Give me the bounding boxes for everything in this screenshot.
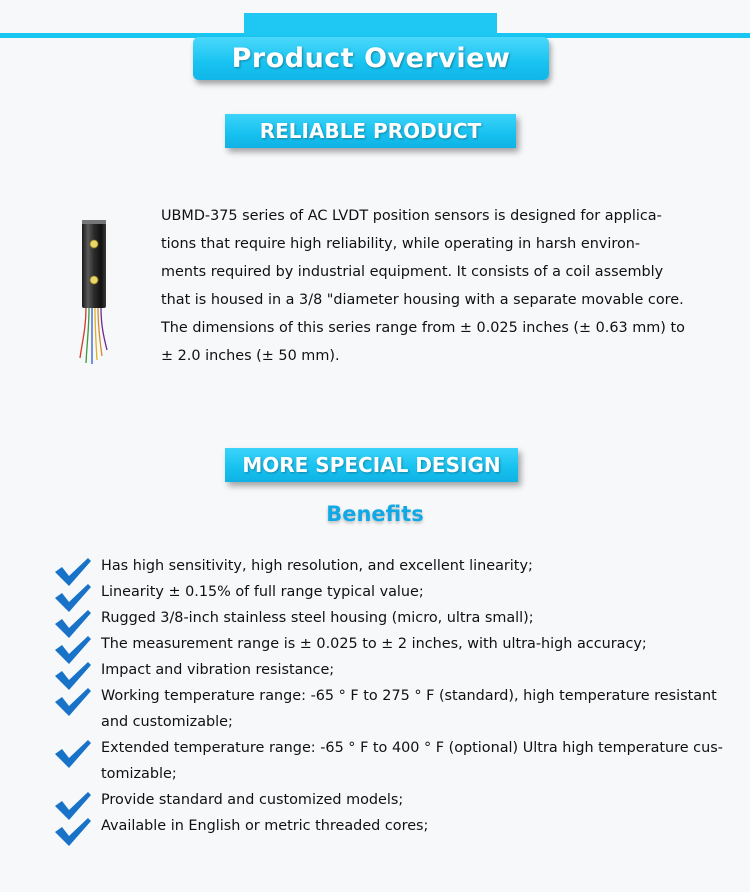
description-line: that is housed in a 3/8 "diameter housing with a separate movable core. xyxy=(161,292,684,308)
description-line: The dimensions of this series range from ± 0.025 inches (± 0.63 mm) to xyxy=(161,320,685,336)
benefit-item xyxy=(0,813,731,839)
benefit-item xyxy=(0,605,731,631)
benefit-text: Impact and vibration resistance; xyxy=(101,662,335,678)
product-description xyxy=(161,202,721,370)
description-line: UBMD-375 series of AC LVDT position sensors is designed for applica- xyxy=(161,208,662,224)
description-line: ± 2.0 inches (± 50 mm). xyxy=(161,348,340,364)
benefit-item xyxy=(0,683,731,735)
benefit-text: Extended temperature range: -65 ° F to 400 ° F (optional) Ultra high temperature cus- xyxy=(101,740,723,756)
benefit-item xyxy=(0,631,731,657)
benefit-text-continued: and customizable; xyxy=(101,714,233,730)
benefit-text-continued: tomizable; xyxy=(101,766,177,782)
benefit-text: The measurement range is ± 0.025 to ± 2 inches, with ultra-high accuracy; xyxy=(101,636,647,652)
benefit-item xyxy=(0,553,731,579)
top-accent-tab xyxy=(244,13,497,37)
benefit-text: Available in English or metric threaded cores; xyxy=(101,818,429,834)
more-special-design-banner xyxy=(225,448,518,482)
lvdt-sensor-image xyxy=(76,218,116,368)
benefit-item xyxy=(0,787,731,813)
benefit-text: Has high sensitivity, high resolution, and excellent linearity; xyxy=(101,558,533,574)
benefit-text: Rugged 3/8-inch stainless steel housing (micro, ultra small); xyxy=(101,610,534,626)
checkmark-icon xyxy=(53,739,93,769)
description-line: tions that require high reliability, while operating in harsh environ- xyxy=(161,236,641,252)
benefit-item xyxy=(0,657,731,683)
benefit-text: Working temperature range: -65 ° F to 275 ° F (standard), high temperature resistant xyxy=(101,688,717,704)
benefit-item xyxy=(0,735,731,787)
benefit-item xyxy=(0,579,731,605)
reliable-product-banner xyxy=(225,114,516,148)
section-title-reliable: RELIABLE PRODUCT xyxy=(259,119,482,143)
checkmark-icon xyxy=(53,817,93,847)
section-title-design: MORE SPECIAL DESIGN xyxy=(242,453,501,477)
benefits-list xyxy=(0,553,750,839)
checkmark-icon xyxy=(53,687,93,717)
benefit-text: Linearity ± 0.15% of full range typical value; xyxy=(101,584,424,600)
page-title: Product Overview xyxy=(231,43,511,74)
overview-banner xyxy=(193,37,549,80)
description-line: ments required by industrial equipment. It consists of a coil assembly xyxy=(161,264,664,280)
benefits-subtitle: Benefits xyxy=(326,502,424,526)
benefit-text: Provide standard and customized models; xyxy=(101,792,404,808)
